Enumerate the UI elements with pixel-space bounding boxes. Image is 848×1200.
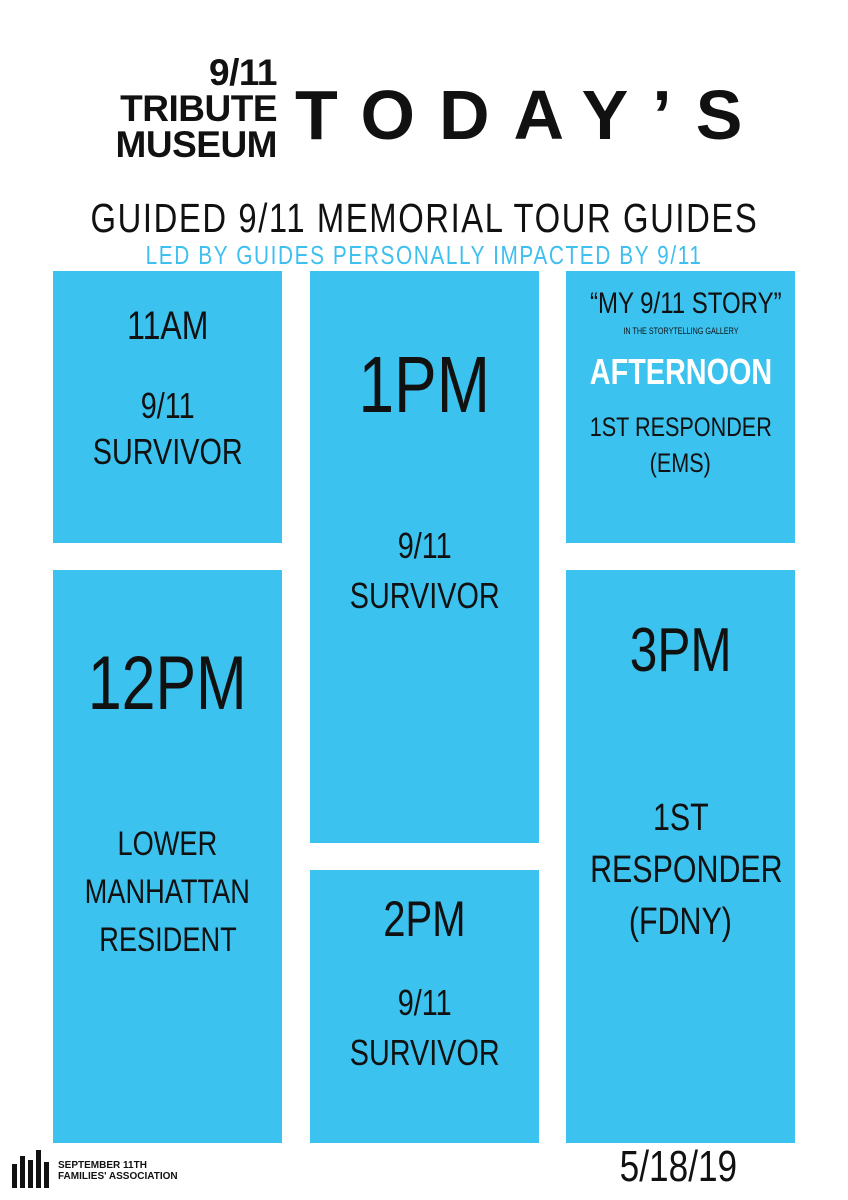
tour-guide-line: 9/11 [140,385,195,426]
tour-guide-line: (FDNY) [628,901,732,943]
logo-line-2: TRIBUTE [120,88,277,129]
tour-tile-3pm [566,570,795,1143]
tour-guide-line: SURVIVOR [349,1032,500,1073]
logo-line-1: 9/11 [209,52,277,93]
families-association-logo-icon [12,1150,50,1188]
tour-guide-line: 1ST RESPONDER [589,412,772,442]
heading: GUIDED 9/11 MEMORIAL TOUR GUIDES [90,195,758,241]
tour-guide-line: 9/11 [397,525,452,566]
tour-guide-line: (EMS) [649,448,712,478]
my-911-story-tile [566,271,795,543]
tour-guide-line: MANHATTAN [84,873,251,911]
tour-time: 1PM [358,340,491,429]
tour-time: 2PM [383,891,466,947]
tour-time: 11AM [126,304,209,348]
subheading: LED BY GUIDES PERSONALLY IMPACTED BY 9/11 [145,240,703,270]
story-title: “MY 9/11 STORY” [589,287,782,320]
tour-time: 12PM [88,641,247,726]
tour-tile-1pm [310,271,539,843]
tour-guide-line: 9/11 [397,982,452,1023]
tour-tile-2pm [310,870,539,1143]
tour-guide-line: RESPONDER [590,849,783,891]
story-location: IN THE STORYTELLING GALLERY [622,326,739,336]
tour-guide-line: SURVIVOR [92,431,243,472]
tour-guide-line: LOWER [117,825,218,863]
logo-line-3: MUSEUM [115,124,277,165]
tour-guide-line: SURVIVOR [349,575,500,616]
tour-guide-line: 1ST [652,797,709,839]
date: 5/18/19 [619,1142,738,1191]
tour-tile-11am [53,271,282,543]
story-time: AFTERNOON [589,351,772,392]
tour-tile-12pm [53,570,282,1143]
tour-time: 3PM [629,616,732,685]
museum-logo [55,52,277,165]
families-association-name: SEPTEMBER 11TH FAMILIES' ASSOCIATION [58,1160,178,1182]
tour-guide-line: RESIDENT [98,921,237,959]
page-title: TODAY’S [295,76,767,154]
